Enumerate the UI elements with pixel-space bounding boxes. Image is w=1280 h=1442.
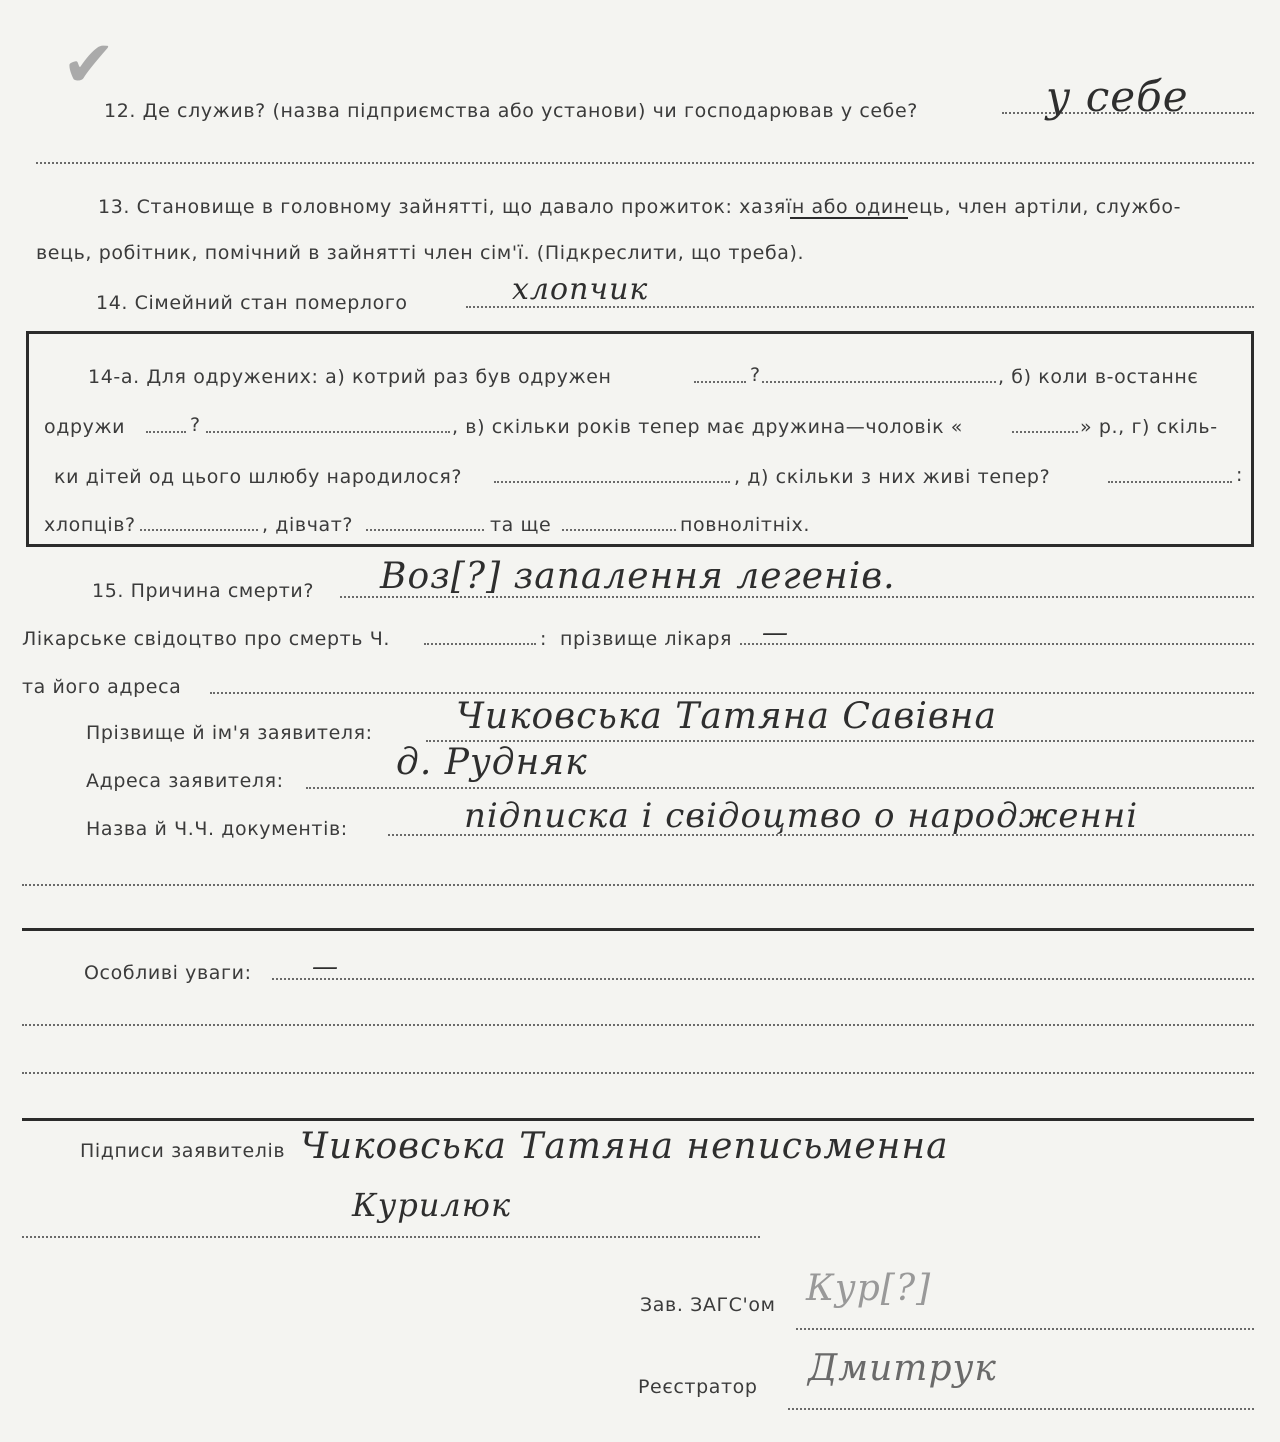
q15-answer: Воз[?] запалення легенів. xyxy=(380,556,896,597)
q14a-times-married-line xyxy=(694,381,746,383)
notes-label: Особливі уваги: xyxy=(84,962,252,984)
q14a-line-4b: , дівчат? xyxy=(262,514,354,536)
q14-answer: хлопчик xyxy=(512,272,649,307)
q14a-dotted-4a xyxy=(140,529,258,531)
q14a-q-mark-1: ? xyxy=(750,364,761,386)
q14a-dotted-3b xyxy=(1108,481,1232,483)
doctor-surname-label: прізвище лікаря xyxy=(560,628,733,650)
doctor-address-line xyxy=(210,692,1254,694)
registrar-label: Реєстратор xyxy=(638,1376,758,1398)
notes-line xyxy=(272,978,1254,980)
notes-line-2 xyxy=(22,1024,1254,1026)
doctor-separator: : xyxy=(540,628,548,650)
signature-applicant-2: Курилюк xyxy=(352,1186,512,1224)
q14a-dotted-1 xyxy=(762,381,996,383)
q14a-dotted-4b xyxy=(366,529,484,531)
q13-underline xyxy=(790,217,908,219)
doctor-address-label: та його адреса xyxy=(22,676,182,698)
q14a-dotted-2a xyxy=(146,431,186,433)
zags-head-line xyxy=(796,1328,1254,1330)
q12-label: 12. Де служив? (назва підприємства або установи) чи господарював у себе? xyxy=(104,100,918,122)
zags-head-signature: Кур[?] xyxy=(806,1268,932,1309)
doctor-surname-value: — xyxy=(762,618,789,648)
q14a-dotted-4c xyxy=(562,529,676,531)
doctor-certificate-label: Лікарське свідоцтво про смерть Ч. xyxy=(22,628,390,650)
applicant-address-label: Адреса заявителя: xyxy=(86,770,284,792)
q14a-line-3b: , д) скільки з них живі тепер? xyxy=(734,466,1051,488)
q12-answer: у себе xyxy=(1046,72,1189,121)
signatures-line xyxy=(22,1236,760,1238)
applicant-docs-label: Назва й Ч.Ч. документів: xyxy=(86,818,348,840)
signatures-label: Підписи заявителів xyxy=(80,1140,286,1162)
q14a-q-mark-2: ? xyxy=(190,414,201,436)
q14a-line-3a: ки дітей од цього шлюбу народилося? xyxy=(54,466,463,488)
registrar-signature: Дмитрук xyxy=(808,1348,997,1389)
notes-value: — xyxy=(312,952,339,982)
q15-label: 15. Причина смерти? xyxy=(92,580,315,602)
q14a-line-2b: , в) скільки років тепер має дружина—чоловік « xyxy=(452,416,964,438)
section-divider-1 xyxy=(22,928,1254,931)
q14a-spouse-age-line xyxy=(1012,431,1078,433)
q14a-line-4c: та ще xyxy=(490,514,552,536)
q14a-dotted-2b xyxy=(206,431,450,433)
docs-continuation-line xyxy=(22,884,1254,886)
q14a-line-4a: хлопців? xyxy=(44,514,136,536)
section-divider-2 xyxy=(22,1118,1254,1121)
q13-line-1: 13. Становище в головному зайнятті, що давало прожиток: хазяїн або одинець, член артіли, службо- xyxy=(98,196,1182,218)
q14a-dotted-3a xyxy=(494,481,730,483)
signature-applicant-1: Чиковська Татяна неписьменна xyxy=(300,1126,949,1167)
q14a-line-1a: 14-а. Для одружених: а) котрий раз був одружен xyxy=(88,366,612,388)
q14a-line-4d: повнолітніх. xyxy=(680,514,810,536)
applicant-address-value: д. Рудняк xyxy=(396,742,588,783)
doctor-surname-line xyxy=(740,643,1254,645)
applicant-docs-value: підписка і свідоцтво о народженні xyxy=(464,796,1139,836)
corner-check-mark: ✔ xyxy=(62,28,116,102)
married-details-box xyxy=(26,331,1254,547)
doctor-certificate-line xyxy=(424,643,536,645)
q14-label: 14. Сімейний стан померлого xyxy=(96,292,408,314)
q14a-line-1b: , б) коли в-останнє xyxy=(998,366,1199,388)
q14a-line-2c: » р., г) скіль- xyxy=(1080,416,1218,438)
applicant-name-label: Прізвище й ім'я заявителя: xyxy=(86,722,373,744)
q14a-line-3c: : xyxy=(1236,464,1244,486)
q14a-line-2a: одружи xyxy=(44,416,126,438)
registrar-line xyxy=(788,1408,1254,1410)
applicant-address-line xyxy=(306,787,1254,789)
zags-head-label: Зав. ЗАГС'ом xyxy=(640,1294,776,1316)
notes-line-3 xyxy=(22,1072,1254,1074)
q13-line-2: вець, робітник, помічний в зайнятті член сім'ї. (Підкреслити, що треба). xyxy=(36,242,805,264)
q12-continuation-line xyxy=(36,162,1254,164)
applicant-name-value: Чиковська Татяна Савівна xyxy=(456,696,997,737)
